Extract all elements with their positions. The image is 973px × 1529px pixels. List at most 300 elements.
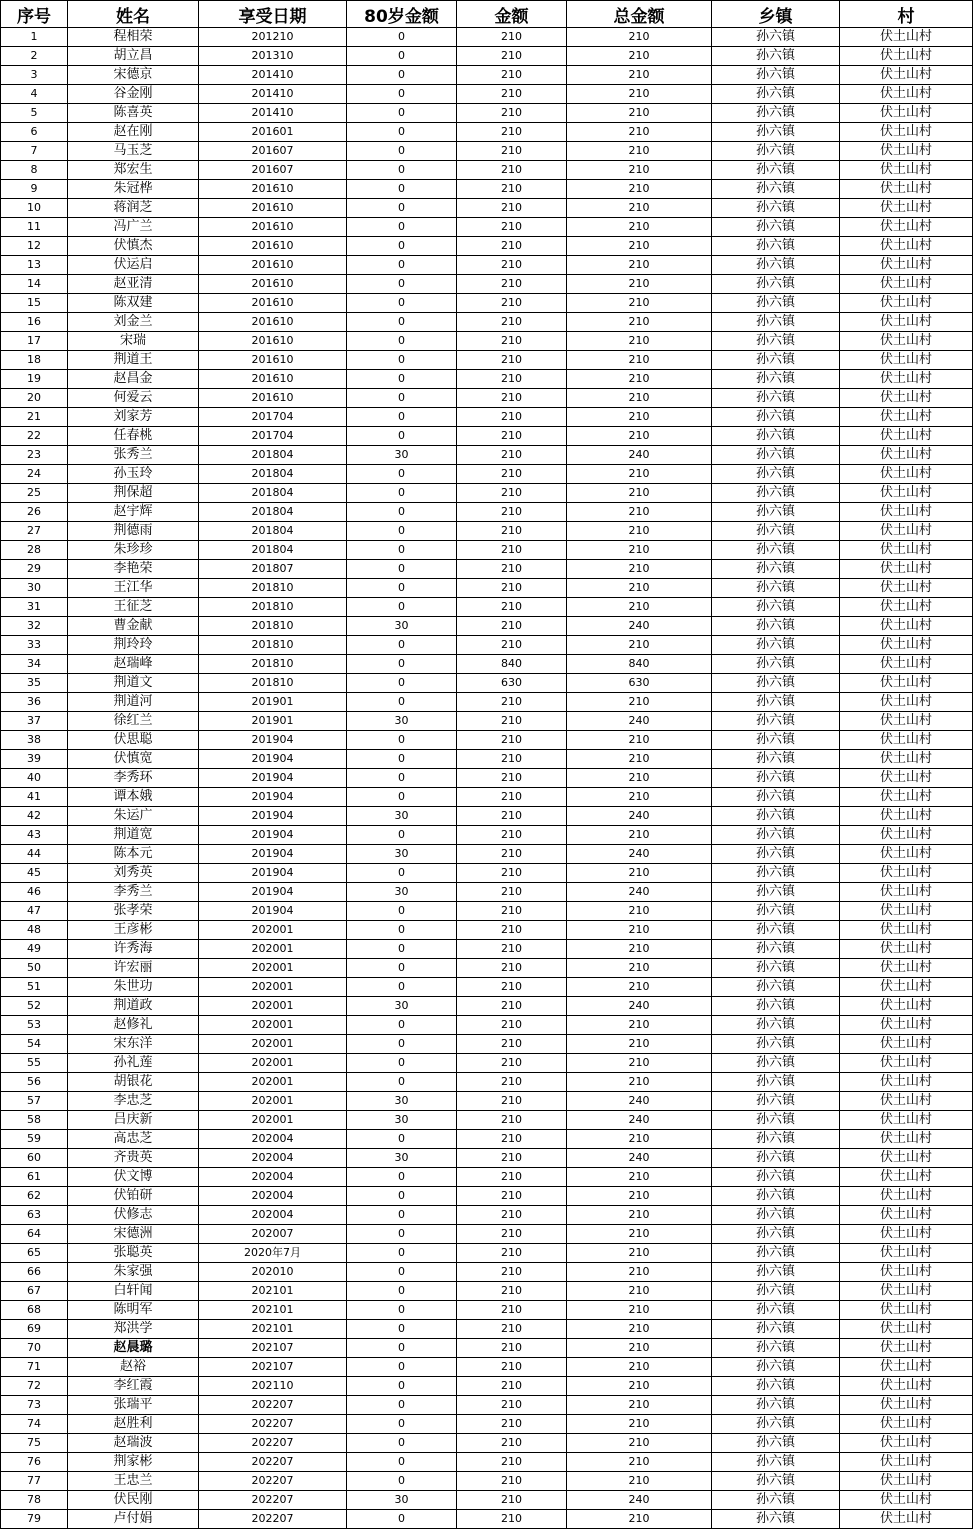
cell-total-amount[interactable]: 210 [567, 1225, 712, 1244]
header-index[interactable]: 序号 [1, 1, 68, 28]
cell-township[interactable]: 孙六镇 [712, 1434, 840, 1453]
cell-township[interactable]: 孙六镇 [712, 579, 840, 598]
cell-index[interactable]: 72 [1, 1377, 68, 1396]
cell-amount[interactable]: 210 [457, 484, 567, 503]
cell-start-date[interactable]: 201610 [199, 370, 347, 389]
cell-village[interactable]: 伏土山村 [840, 1111, 973, 1130]
cell-total-amount[interactable]: 240 [567, 1491, 712, 1510]
cell-village[interactable]: 伏土山村 [840, 693, 973, 712]
cell-village[interactable]: 伏土山村 [840, 465, 973, 484]
cell-township[interactable]: 孙六镇 [712, 66, 840, 85]
cell-amount[interactable]: 210 [457, 731, 567, 750]
cell-village[interactable]: 伏土山村 [840, 636, 973, 655]
cell-township[interactable]: 孙六镇 [712, 712, 840, 731]
cell-index[interactable]: 78 [1, 1491, 68, 1510]
cell-start-date[interactable]: 201810 [199, 579, 347, 598]
cell-index[interactable]: 22 [1, 427, 68, 446]
cell-age80-amount[interactable]: 0 [347, 1434, 457, 1453]
cell-township[interactable]: 孙六镇 [712, 332, 840, 351]
cell-start-date[interactable]: 202207 [199, 1491, 347, 1510]
cell-start-date[interactable]: 201901 [199, 712, 347, 731]
cell-index[interactable]: 49 [1, 940, 68, 959]
cell-township[interactable]: 孙六镇 [712, 161, 840, 180]
cell-index[interactable]: 57 [1, 1092, 68, 1111]
cell-total-amount[interactable]: 210 [567, 921, 712, 940]
cell-age80-amount[interactable]: 0 [347, 408, 457, 427]
cell-amount[interactable]: 210 [457, 1491, 567, 1510]
cell-township[interactable]: 孙六镇 [712, 788, 840, 807]
cell-amount[interactable]: 210 [457, 237, 567, 256]
cell-township[interactable]: 孙六镇 [712, 313, 840, 332]
cell-village[interactable]: 伏土山村 [840, 864, 973, 883]
cell-start-date[interactable]: 201804 [199, 503, 347, 522]
cell-township[interactable]: 孙六镇 [712, 674, 840, 693]
cell-name[interactable]: 赵晨璐 [68, 1339, 199, 1358]
cell-index[interactable]: 8 [1, 161, 68, 180]
cell-index[interactable]: 5 [1, 104, 68, 123]
cell-amount[interactable]: 210 [457, 123, 567, 142]
cell-start-date[interactable]: 201810 [199, 674, 347, 693]
cell-index[interactable]: 36 [1, 693, 68, 712]
cell-village[interactable]: 伏土山村 [840, 142, 973, 161]
cell-age80-amount[interactable]: 0 [347, 978, 457, 997]
cell-village[interactable]: 伏土山村 [840, 1510, 973, 1529]
cell-index[interactable]: 70 [1, 1339, 68, 1358]
cell-start-date[interactable]: 202101 [199, 1282, 347, 1301]
cell-age80-amount[interactable]: 0 [347, 541, 457, 560]
cell-village[interactable]: 伏土山村 [840, 66, 973, 85]
cell-age80-amount[interactable]: 0 [347, 313, 457, 332]
cell-total-amount[interactable]: 210 [567, 1320, 712, 1339]
cell-start-date[interactable]: 201904 [199, 902, 347, 921]
cell-name[interactable]: 荆道河 [68, 693, 199, 712]
cell-age80-amount[interactable]: 0 [347, 28, 457, 47]
cell-township[interactable]: 孙六镇 [712, 750, 840, 769]
cell-start-date[interactable]: 202207 [199, 1510, 347, 1529]
cell-amount[interactable]: 210 [457, 1434, 567, 1453]
cell-start-date[interactable]: 202107 [199, 1339, 347, 1358]
cell-amount[interactable]: 630 [457, 674, 567, 693]
cell-amount[interactable]: 210 [457, 997, 567, 1016]
cell-age80-amount[interactable]: 0 [347, 1377, 457, 1396]
cell-age80-amount[interactable]: 0 [347, 1035, 457, 1054]
cell-index[interactable]: 63 [1, 1206, 68, 1225]
cell-amount[interactable]: 210 [457, 1301, 567, 1320]
cell-age80-amount[interactable]: 30 [347, 1491, 457, 1510]
cell-village[interactable]: 伏土山村 [840, 1377, 973, 1396]
cell-total-amount[interactable]: 210 [567, 484, 712, 503]
cell-index[interactable]: 15 [1, 294, 68, 313]
cell-age80-amount[interactable]: 0 [347, 940, 457, 959]
cell-amount[interactable]: 210 [457, 617, 567, 636]
cell-total-amount[interactable]: 210 [567, 1339, 712, 1358]
header-start-date[interactable]: 享受日期 [199, 1, 347, 28]
cell-total-amount[interactable]: 240 [567, 1111, 712, 1130]
cell-age80-amount[interactable]: 0 [347, 1472, 457, 1491]
cell-name[interactable]: 伏民刚 [68, 1491, 199, 1510]
cell-total-amount[interactable]: 210 [567, 1130, 712, 1149]
cell-amount[interactable]: 210 [457, 85, 567, 104]
cell-village[interactable]: 伏土山村 [840, 1187, 973, 1206]
cell-village[interactable]: 伏土山村 [840, 541, 973, 560]
cell-name[interactable]: 赵宇辉 [68, 503, 199, 522]
cell-start-date[interactable]: 202101 [199, 1301, 347, 1320]
cell-age80-amount[interactable]: 30 [347, 845, 457, 864]
cell-age80-amount[interactable]: 0 [347, 370, 457, 389]
cell-name[interactable]: 荆道文 [68, 674, 199, 693]
cell-index[interactable]: 62 [1, 1187, 68, 1206]
cell-age80-amount[interactable]: 30 [347, 1092, 457, 1111]
cell-village[interactable]: 伏土山村 [840, 1472, 973, 1491]
cell-total-amount[interactable]: 210 [567, 1187, 712, 1206]
cell-amount[interactable]: 210 [457, 1339, 567, 1358]
cell-amount[interactable]: 210 [457, 1130, 567, 1149]
cell-total-amount[interactable]: 210 [567, 522, 712, 541]
cell-total-amount[interactable]: 240 [567, 883, 712, 902]
cell-township[interactable]: 孙六镇 [712, 940, 840, 959]
cell-start-date[interactable]: 202001 [199, 940, 347, 959]
cell-amount[interactable]: 210 [457, 712, 567, 731]
cell-village[interactable]: 伏土山村 [840, 1282, 973, 1301]
cell-name[interactable]: 朱冠桦 [68, 180, 199, 199]
cell-amount[interactable]: 210 [457, 313, 567, 332]
cell-index[interactable]: 68 [1, 1301, 68, 1320]
cell-start-date[interactable]: 202001 [199, 1035, 347, 1054]
cell-village[interactable]: 伏土山村 [840, 28, 973, 47]
cell-total-amount[interactable]: 210 [567, 180, 712, 199]
cell-age80-amount[interactable]: 0 [347, 1453, 457, 1472]
cell-total-amount[interactable]: 210 [567, 332, 712, 351]
cell-amount[interactable]: 210 [457, 1092, 567, 1111]
cell-total-amount[interactable]: 210 [567, 579, 712, 598]
cell-name[interactable]: 宋德洲 [68, 1225, 199, 1244]
cell-township[interactable]: 孙六镇 [712, 1472, 840, 1491]
cell-age80-amount[interactable]: 0 [347, 503, 457, 522]
cell-age80-amount[interactable]: 0 [347, 256, 457, 275]
cell-total-amount[interactable]: 210 [567, 541, 712, 560]
cell-amount[interactable]: 210 [457, 180, 567, 199]
cell-village[interactable]: 伏土山村 [840, 1358, 973, 1377]
cell-total-amount[interactable]: 210 [567, 85, 712, 104]
cell-village[interactable]: 伏土山村 [840, 560, 973, 579]
cell-start-date[interactable]: 202207 [199, 1453, 347, 1472]
cell-age80-amount[interactable]: 0 [347, 959, 457, 978]
cell-village[interactable]: 伏土山村 [840, 1054, 973, 1073]
cell-start-date[interactable]: 202010 [199, 1263, 347, 1282]
cell-township[interactable]: 孙六镇 [712, 1111, 840, 1130]
cell-name[interactable]: 张秀兰 [68, 446, 199, 465]
cell-amount[interactable]: 210 [457, 408, 567, 427]
cell-amount[interactable]: 210 [457, 845, 567, 864]
cell-total-amount[interactable]: 210 [567, 1510, 712, 1529]
cell-index[interactable]: 52 [1, 997, 68, 1016]
cell-name[interactable]: 齐贵英 [68, 1149, 199, 1168]
cell-village[interactable]: 伏土山村 [840, 1149, 973, 1168]
cell-amount[interactable]: 210 [457, 769, 567, 788]
cell-index[interactable]: 43 [1, 826, 68, 845]
cell-index[interactable]: 24 [1, 465, 68, 484]
cell-start-date[interactable]: 201610 [199, 294, 347, 313]
cell-village[interactable]: 伏土山村 [840, 617, 973, 636]
cell-township[interactable]: 孙六镇 [712, 617, 840, 636]
cell-index[interactable]: 13 [1, 256, 68, 275]
cell-name[interactable]: 赵在刚 [68, 123, 199, 142]
cell-township[interactable]: 孙六镇 [712, 807, 840, 826]
cell-start-date[interactable]: 202004 [199, 1206, 347, 1225]
cell-total-amount[interactable]: 210 [567, 636, 712, 655]
cell-start-date[interactable]: 201410 [199, 104, 347, 123]
cell-index[interactable]: 32 [1, 617, 68, 636]
cell-township[interactable]: 孙六镇 [712, 142, 840, 161]
cell-amount[interactable]: 210 [457, 446, 567, 465]
cell-amount[interactable]: 210 [457, 1453, 567, 1472]
cell-index[interactable]: 71 [1, 1358, 68, 1377]
cell-start-date[interactable]: 202207 [199, 1434, 347, 1453]
cell-start-date[interactable]: 201210 [199, 28, 347, 47]
cell-township[interactable]: 孙六镇 [712, 1415, 840, 1434]
cell-village[interactable]: 伏土山村 [840, 218, 973, 237]
cell-name[interactable]: 李红霞 [68, 1377, 199, 1396]
cell-name[interactable]: 赵裕 [68, 1358, 199, 1377]
cell-age80-amount[interactable]: 0 [347, 522, 457, 541]
cell-township[interactable]: 孙六镇 [712, 85, 840, 104]
cell-village[interactable]: 伏土山村 [840, 712, 973, 731]
cell-total-amount[interactable]: 210 [567, 370, 712, 389]
cell-village[interactable]: 伏土山村 [840, 1396, 973, 1415]
cell-total-amount[interactable]: 210 [567, 1206, 712, 1225]
cell-amount[interactable]: 210 [457, 1244, 567, 1263]
cell-start-date[interactable]: 202001 [199, 978, 347, 997]
cell-village[interactable]: 伏土山村 [840, 522, 973, 541]
cell-name[interactable]: 胡银花 [68, 1073, 199, 1092]
cell-index[interactable]: 19 [1, 370, 68, 389]
cell-age80-amount[interactable]: 0 [347, 180, 457, 199]
cell-township[interactable]: 孙六镇 [712, 503, 840, 522]
cell-village[interactable]: 伏土山村 [840, 1130, 973, 1149]
cell-amount[interactable]: 210 [457, 465, 567, 484]
cell-start-date[interactable]: 202207 [199, 1415, 347, 1434]
cell-age80-amount[interactable]: 0 [347, 66, 457, 85]
cell-total-amount[interactable]: 210 [567, 389, 712, 408]
cell-index[interactable]: 44 [1, 845, 68, 864]
cell-name[interactable]: 何爱云 [68, 389, 199, 408]
cell-start-date[interactable]: 201810 [199, 617, 347, 636]
cell-start-date[interactable]: 201610 [199, 237, 347, 256]
cell-total-amount[interactable]: 210 [567, 1396, 712, 1415]
cell-age80-amount[interactable]: 30 [347, 1149, 457, 1168]
cell-total-amount[interactable]: 210 [567, 427, 712, 446]
cell-age80-amount[interactable]: 0 [347, 142, 457, 161]
cell-age80-amount[interactable]: 0 [347, 921, 457, 940]
cell-index[interactable]: 73 [1, 1396, 68, 1415]
cell-village[interactable]: 伏土山村 [840, 655, 973, 674]
cell-total-amount[interactable]: 210 [567, 66, 712, 85]
cell-township[interactable]: 孙六镇 [712, 484, 840, 503]
cell-start-date[interactable]: 201610 [199, 256, 347, 275]
cell-township[interactable]: 孙六镇 [712, 1187, 840, 1206]
cell-total-amount[interactable]: 210 [567, 1244, 712, 1263]
cell-name[interactable]: 马玉芝 [68, 142, 199, 161]
cell-total-amount[interactable]: 210 [567, 1301, 712, 1320]
cell-start-date[interactable]: 201410 [199, 85, 347, 104]
cell-amount[interactable]: 210 [457, 332, 567, 351]
cell-age80-amount[interactable]: 0 [347, 1320, 457, 1339]
cell-total-amount[interactable]: 210 [567, 1358, 712, 1377]
cell-start-date[interactable]: 202110 [199, 1377, 347, 1396]
cell-village[interactable]: 伏土山村 [840, 788, 973, 807]
cell-amount[interactable]: 210 [457, 1206, 567, 1225]
cell-village[interactable]: 伏土山村 [840, 104, 973, 123]
cell-village[interactable]: 伏土山村 [840, 826, 973, 845]
cell-total-amount[interactable]: 210 [567, 1016, 712, 1035]
cell-village[interactable]: 伏土山村 [840, 598, 973, 617]
cell-total-amount[interactable]: 210 [567, 693, 712, 712]
cell-age80-amount[interactable]: 0 [347, 237, 457, 256]
cell-age80-amount[interactable]: 0 [347, 579, 457, 598]
cell-total-amount[interactable]: 210 [567, 294, 712, 313]
cell-name[interactable]: 孙礼莲 [68, 1054, 199, 1073]
cell-township[interactable]: 孙六镇 [712, 370, 840, 389]
cell-age80-amount[interactable]: 0 [347, 731, 457, 750]
cell-index[interactable]: 20 [1, 389, 68, 408]
cell-total-amount[interactable]: 210 [567, 408, 712, 427]
cell-age80-amount[interactable]: 0 [347, 85, 457, 104]
cell-township[interactable]: 孙六镇 [712, 1282, 840, 1301]
cell-total-amount[interactable]: 210 [567, 1434, 712, 1453]
cell-amount[interactable]: 210 [457, 579, 567, 598]
cell-index[interactable]: 42 [1, 807, 68, 826]
cell-index[interactable]: 28 [1, 541, 68, 560]
cell-township[interactable]: 孙六镇 [712, 1073, 840, 1092]
cell-amount[interactable]: 210 [457, 351, 567, 370]
cell-total-amount[interactable]: 210 [567, 731, 712, 750]
cell-name[interactable]: 伏修志 [68, 1206, 199, 1225]
cell-amount[interactable]: 210 [457, 959, 567, 978]
cell-start-date[interactable]: 201601 [199, 123, 347, 142]
cell-village[interactable]: 伏土山村 [840, 807, 973, 826]
cell-name[interactable]: 朱运广 [68, 807, 199, 826]
cell-name[interactable]: 赵瑞波 [68, 1434, 199, 1453]
cell-amount[interactable]: 210 [457, 142, 567, 161]
cell-start-date[interactable]: 201904 [199, 807, 347, 826]
cell-index[interactable]: 50 [1, 959, 68, 978]
cell-amount[interactable]: 210 [457, 294, 567, 313]
cell-village[interactable]: 伏土山村 [840, 237, 973, 256]
cell-age80-amount[interactable]: 0 [347, 1396, 457, 1415]
cell-age80-amount[interactable]: 0 [347, 104, 457, 123]
cell-age80-amount[interactable]: 0 [347, 598, 457, 617]
cell-village[interactable]: 伏土山村 [840, 921, 973, 940]
cell-township[interactable]: 孙六镇 [712, 845, 840, 864]
cell-amount[interactable]: 210 [457, 902, 567, 921]
cell-total-amount[interactable]: 210 [567, 598, 712, 617]
cell-index[interactable]: 64 [1, 1225, 68, 1244]
cell-village[interactable]: 伏土山村 [840, 161, 973, 180]
cell-index[interactable]: 18 [1, 351, 68, 370]
cell-age80-amount[interactable]: 0 [347, 427, 457, 446]
cell-amount[interactable]: 210 [457, 1035, 567, 1054]
cell-index[interactable]: 79 [1, 1510, 68, 1529]
cell-name[interactable]: 宋瑞 [68, 332, 199, 351]
cell-amount[interactable]: 210 [457, 750, 567, 769]
cell-start-date[interactable]: 201610 [199, 351, 347, 370]
cell-amount[interactable]: 210 [457, 1415, 567, 1434]
cell-village[interactable]: 伏土山村 [840, 769, 973, 788]
cell-total-amount[interactable]: 240 [567, 446, 712, 465]
cell-total-amount[interactable]: 210 [567, 313, 712, 332]
cell-total-amount[interactable]: 240 [567, 997, 712, 1016]
cell-name[interactable]: 宋德京 [68, 66, 199, 85]
cell-index[interactable]: 3 [1, 66, 68, 85]
cell-total-amount[interactable]: 210 [567, 142, 712, 161]
cell-total-amount[interactable]: 240 [567, 1092, 712, 1111]
cell-start-date[interactable]: 202001 [199, 1016, 347, 1035]
cell-township[interactable]: 孙六镇 [712, 769, 840, 788]
cell-amount[interactable]: 210 [457, 199, 567, 218]
cell-index[interactable]: 59 [1, 1130, 68, 1149]
cell-total-amount[interactable]: 210 [567, 351, 712, 370]
header-age80-amount[interactable]: 80岁金额 [347, 1, 457, 28]
cell-township[interactable]: 孙六镇 [712, 636, 840, 655]
cell-name[interactable]: 程相荣 [68, 28, 199, 47]
cell-start-date[interactable]: 201810 [199, 655, 347, 674]
cell-amount[interactable]: 210 [457, 1054, 567, 1073]
cell-amount[interactable]: 840 [457, 655, 567, 674]
cell-total-amount[interactable]: 210 [567, 199, 712, 218]
cell-amount[interactable]: 210 [457, 883, 567, 902]
cell-village[interactable]: 伏土山村 [840, 389, 973, 408]
cell-index[interactable]: 47 [1, 902, 68, 921]
cell-index[interactable]: 56 [1, 1073, 68, 1092]
cell-age80-amount[interactable]: 30 [347, 883, 457, 902]
cell-name[interactable]: 赵胜利 [68, 1415, 199, 1434]
cell-amount[interactable]: 210 [457, 427, 567, 446]
cell-age80-amount[interactable]: 0 [347, 1187, 457, 1206]
cell-total-amount[interactable]: 210 [567, 959, 712, 978]
cell-amount[interactable]: 210 [457, 978, 567, 997]
cell-start-date[interactable]: 201410 [199, 66, 347, 85]
cell-age80-amount[interactable]: 0 [347, 389, 457, 408]
cell-township[interactable]: 孙六镇 [712, 465, 840, 484]
cell-village[interactable]: 伏土山村 [840, 750, 973, 769]
cell-total-amount[interactable]: 210 [567, 1415, 712, 1434]
cell-township[interactable]: 孙六镇 [712, 256, 840, 275]
cell-name[interactable]: 王忠兰 [68, 1472, 199, 1491]
cell-index[interactable]: 4 [1, 85, 68, 104]
cell-total-amount[interactable]: 210 [567, 1035, 712, 1054]
header-village[interactable]: 村 [840, 1, 973, 28]
cell-name[interactable]: 张孝荣 [68, 902, 199, 921]
cell-township[interactable]: 孙六镇 [712, 1130, 840, 1149]
cell-total-amount[interactable]: 210 [567, 1168, 712, 1187]
cell-amount[interactable]: 210 [457, 1016, 567, 1035]
cell-township[interactable]: 孙六镇 [712, 959, 840, 978]
cell-total-amount[interactable]: 210 [567, 750, 712, 769]
cell-township[interactable]: 孙六镇 [712, 408, 840, 427]
cell-age80-amount[interactable]: 0 [347, 655, 457, 674]
cell-township[interactable]: 孙六镇 [712, 1225, 840, 1244]
cell-age80-amount[interactable]: 0 [347, 332, 457, 351]
cell-village[interactable]: 伏土山村 [840, 902, 973, 921]
cell-name[interactable]: 刘金兰 [68, 313, 199, 332]
cell-index[interactable]: 67 [1, 1282, 68, 1301]
cell-start-date[interactable]: 201804 [199, 484, 347, 503]
cell-age80-amount[interactable]: 0 [347, 1206, 457, 1225]
cell-age80-amount[interactable]: 0 [347, 1263, 457, 1282]
cell-index[interactable]: 40 [1, 769, 68, 788]
cell-age80-amount[interactable]: 0 [347, 123, 457, 142]
cell-township[interactable]: 孙六镇 [712, 1320, 840, 1339]
